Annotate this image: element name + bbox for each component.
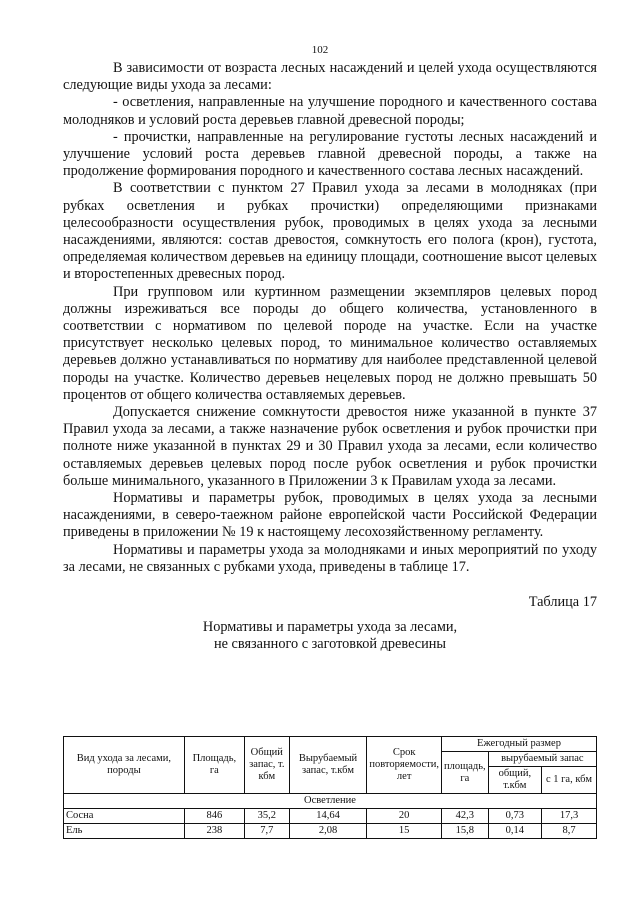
- cell-species: Сосна: [64, 809, 185, 824]
- table-title: [63, 619, 597, 653]
- table-row: [64, 824, 597, 839]
- document-body: [63, 60, 597, 653]
- cell-cut-stock: 2,08: [289, 824, 367, 839]
- table-label: Таблица 17: [528, 594, 597, 611]
- header-type: Вид ухода за лесами, породы: [64, 737, 185, 794]
- table-title-line: Нормативы и параметры ухода за лесами,: [202, 619, 458, 636]
- header-annual-area: площадь, га: [442, 752, 489, 794]
- paragraph: В соответствии с пунктом 27 Правил ухода за лесами в молодняках (при рубках осветления и рубках прочистки) определяющими признаками целесообразности осуществления рубок, проводимых в целях ухода за лесными насаждениями, являются: состав древостоя, сомкнутость его полога (крон), густота, определяемая количеством деревьев на единицу площади, соотношение высот целевых и второстепенных древесных пород.: [63, 180, 597, 283]
- norms-table: [63, 736, 597, 839]
- table-title-line: не связанного с заготовкой древесины: [213, 636, 447, 653]
- cell-per-ha: 8,7: [542, 824, 597, 839]
- table-row: [64, 809, 597, 824]
- cell-annual-area: 42,3: [442, 809, 489, 824]
- cell-species: Ель: [64, 824, 185, 839]
- paragraph: Допускается снижение сомкнутости древостоя ниже указанной в пункте 37 Правил ухода за лесами, а также назначение рубок осветления и рубок прочистки при полноте ниже указанной в пунктах 29 и 30 Правил ухода за лесами, если количество оставляемых деревьев целевых пород после рубок осветления и рубок прочистки больше минимального, указанного в Приложении 3 к Правилам ухода за лесами.: [63, 404, 597, 489]
- cell-cut-stock: 14,64: [289, 809, 367, 824]
- cell-per-ha: 17,3: [542, 809, 597, 824]
- page-number: 102: [311, 44, 329, 56]
- paragraph: Нормативы и параметры ухода за молодняками и иных мероприятий по уходу за лесами, не связанных с рубками ухода, приведены в таблице 17.: [63, 541, 597, 575]
- header-cut-stock: Вырубаемый запас, т.кбм: [289, 737, 367, 794]
- header-cut-group: вырубаемый запас: [488, 752, 596, 767]
- header-cut-per-ha: с 1 га, кбм: [542, 767, 597, 794]
- header-cut-total: общий, т.кбм: [488, 767, 541, 794]
- list-item: - прочистки, направленные на регулирование густоты лесных насаждений и улучшение условий роста деревьев главной древесной породы, а также на продолжение формирования породного и качественного состава лесных насаждений.: [63, 128, 597, 180]
- paragraph: В зависимости от возраста лесных насаждений и целей ухода осуществляются следующие виды ухода за лесами:: [63, 60, 597, 94]
- header-total-stock: Общий запас, т. кбм: [244, 737, 289, 794]
- cell-area: 238: [184, 824, 244, 839]
- cell-total-stock: 7,7: [244, 824, 289, 839]
- cell-area: 846: [184, 809, 244, 824]
- paragraph: Нормативы и параметры рубок, проводимых в целях ухода за лесными насаждениями, в северо-таежном районе европейской части Российской Федерации приведены в приложении № 19 к настоящему лесохозяйственному регламенту.: [63, 490, 597, 541]
- cell-total-stock: 35,2: [244, 809, 289, 824]
- header-period: Срок повторяемости, лет: [367, 737, 442, 794]
- cell-period: 20: [367, 809, 442, 824]
- paragraph: При групповом или куртинном размещении экземпляров целевых пород должны изреживаться все породы до общего количества, установленного в соответствии с нормативом по целевой породе на участке. Если на участке присутствует несколько целевых пород, то минимальное количество оставляемых деревьев должно устанавливаться по нормативу для наиболее представленной целевой породы на участке. Количество деревьев нецелевых пород не должно превышать 50 процентов от общего количества оставляемых деревьев.: [63, 283, 597, 403]
- header-annual: Ежегодный размер: [442, 737, 597, 752]
- cell-period: 15: [367, 824, 442, 839]
- cell-annual-area: 15,8: [442, 824, 489, 839]
- cell-annual-total: 0,73: [488, 809, 541, 824]
- table-section-row: Осветление: [64, 794, 597, 809]
- list-item: - осветления, направленные на улучшение породного и качественного состава молодняков и условий роста деревьев главной древесной породы;: [63, 94, 597, 128]
- cell-annual-total: 0,14: [488, 824, 541, 839]
- header-area: Площадь, га: [184, 737, 244, 794]
